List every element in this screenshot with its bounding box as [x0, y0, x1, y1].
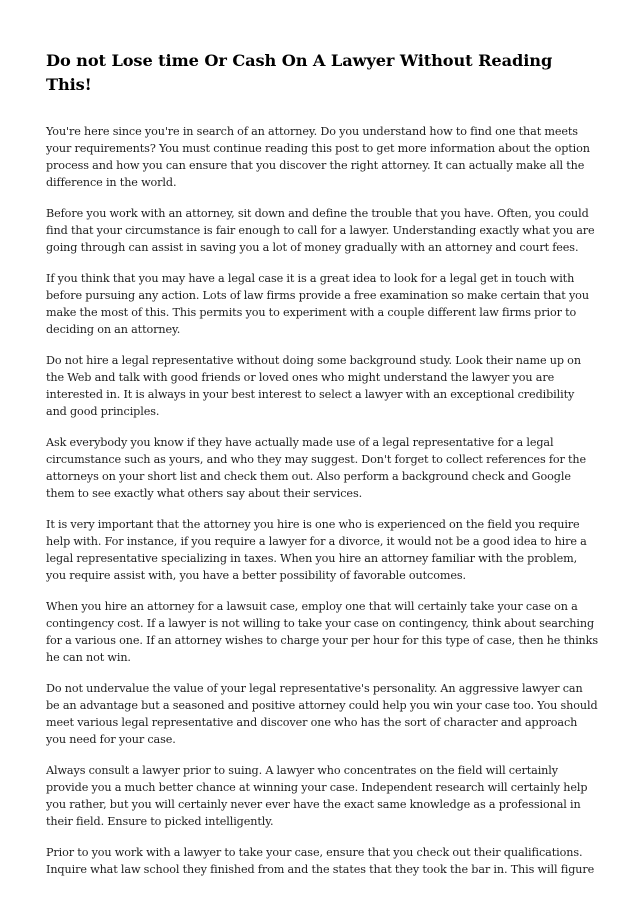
paragraph-6: It is very important that the attorney you hire is one who is experienced on the field you require help with. For instance, if you require a lawyer for a divorce, it would not be a good idea to hire a legal representative specializing in taxes. When you hire an attorney familiar with the problem, you require assist with, you have a better possibility of favorable outcomes. — [46, 518, 587, 582]
paragraph-4: Do not hire a legal representative without doing some background study. Look their name up on the Web and talk with good friends or loved ones who might understand the lawyer you are interested in. It is always in your best interest to select a lawyer with an exceptional credibility and good principles. — [46, 354, 581, 418]
document-title: Do not Lose time Or Cash On A Lawyer Without Reading This! — [46, 51, 553, 94]
paragraph-1: You're here since you're in search of an attorney. Do you understand how to find one that meets your requirements? You must continue reading this post to get more information about the option process and how you can ensure that you discover the right attorney. It can actually make all the difference in the world. — [46, 125, 590, 189]
paragraph-7: When you hire an attorney for a lawsuit case, employ one that will certainly take your case on a contingency cost. If a lawyer is not willing to take your case on contingency, think about searching for a various one. If an attorney wishes to charge your per hour for this type of case, then he thinks he can not win. — [46, 600, 598, 664]
paragraph-3: If you think that you may have a legal case it is a great idea to look for a legal get in touch with before pursuing any action. Lots of law firms provide a free examination so make certain that you make the most of this. This permits you to experiment with a couple different law firms prior to deciding on an attorney. — [46, 272, 589, 336]
paragraph-5: Ask everybody you know if they have actually made use of a legal representative for a legal circumstance such as yours, and who they may suggest. Don't forget to collect references for the attorneys on your short list and check them out. Also perform a background check and Google them to see exactly what others say about their services. — [46, 436, 587, 500]
paragraph-9: Always consult a lawyer prior to suing. A lawyer who concentrates on the field will certainly provide you a much better chance at winning your case. Independent research will certainly help you rather, but you will certainly never ever have the exact same knowledge as a professional in their field. Ensure to picked intelligently. — [46, 764, 588, 828]
paragraph-10: Prior to you work with a lawyer to take your case, ensure that you check out their qualifications. Inquire what law school they finished from and the states that they took the bar in. This will figure — [46, 846, 595, 876]
paragraph-8: Do not undervalue the value of your legal representative's personality. An aggressive lawyer can be an advantage but a seasoned and positive attorney could help you win your case too. You should meet various legal representative and discover one who has the sort of character and approach you need for your case. — [46, 682, 598, 746]
paragraph-2: Before you work with an attorney, sit down and define the trouble that you have. Often, you could find that your circumstance is fair enough to call for a lawyer. Understanding exactly what you are going through can assist in saving you a lot of money gradually with an attorney and court fees. — [46, 207, 595, 254]
